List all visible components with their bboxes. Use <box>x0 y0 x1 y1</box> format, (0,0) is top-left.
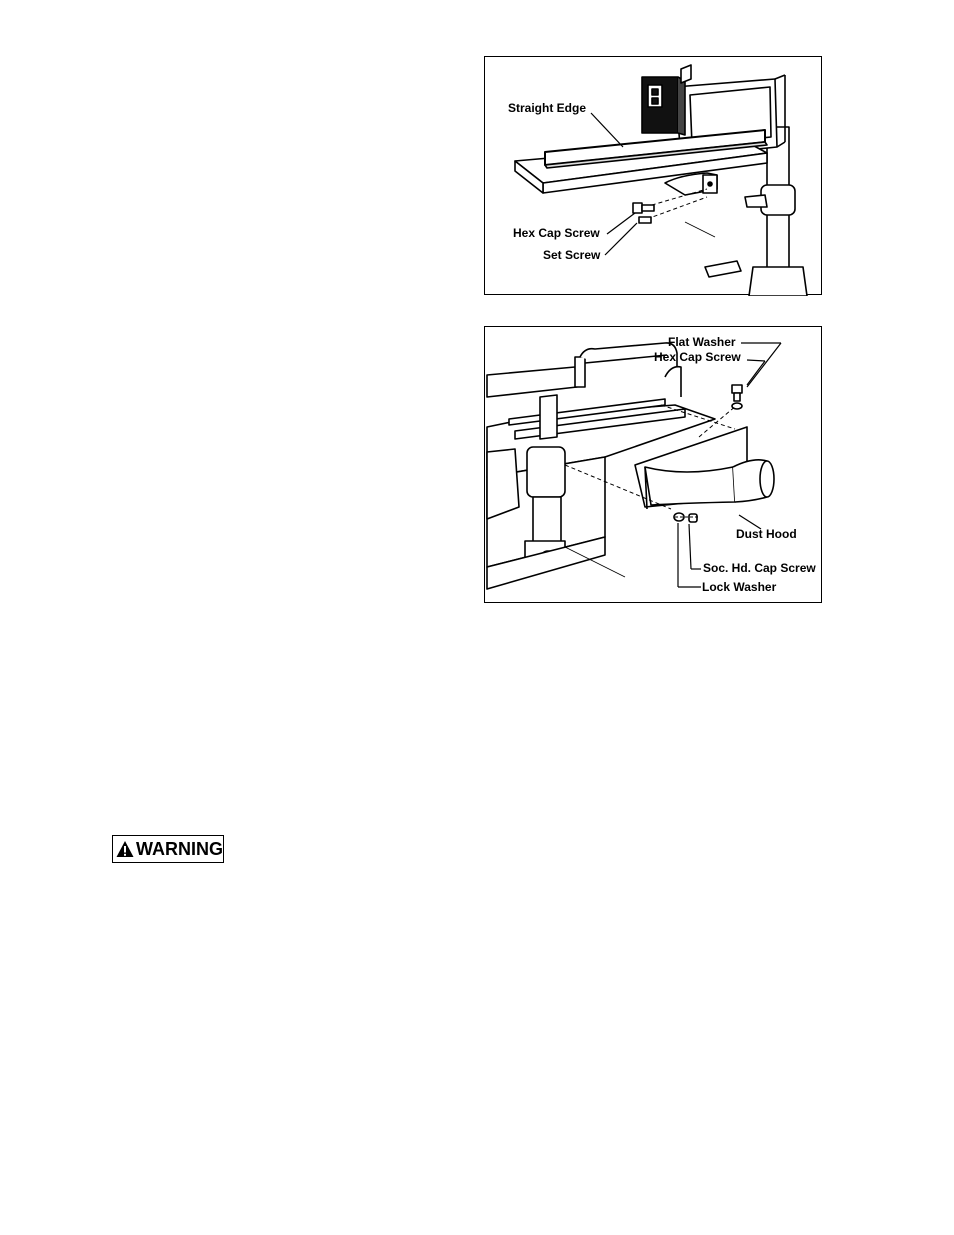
label-flat-washer: Flat Washer <box>668 335 736 349</box>
figure-dust-hood <box>484 326 822 603</box>
label-lock-washer: Lock Washer <box>702 580 777 594</box>
warning-label: WARNING <box>136 839 223 859</box>
warning-triangle-icon <box>116 840 134 858</box>
label-dust-hood: Dust Hood <box>736 527 797 541</box>
label-set-screw: Set Screw <box>543 248 601 262</box>
warning-badge <box>112 835 224 863</box>
label-hex-cap-screw-2: Hex Cap Screw <box>654 350 741 364</box>
figure-straight-edge-drawing <box>485 57 823 296</box>
figure-straight-edge <box>484 56 822 295</box>
label-hex-cap-screw: Hex Cap Screw <box>513 226 600 240</box>
label-straight-edge: Straight Edge <box>508 101 587 115</box>
label-soc-hd-cap-screw: Soc. Hd. Cap Screw <box>703 561 816 575</box>
